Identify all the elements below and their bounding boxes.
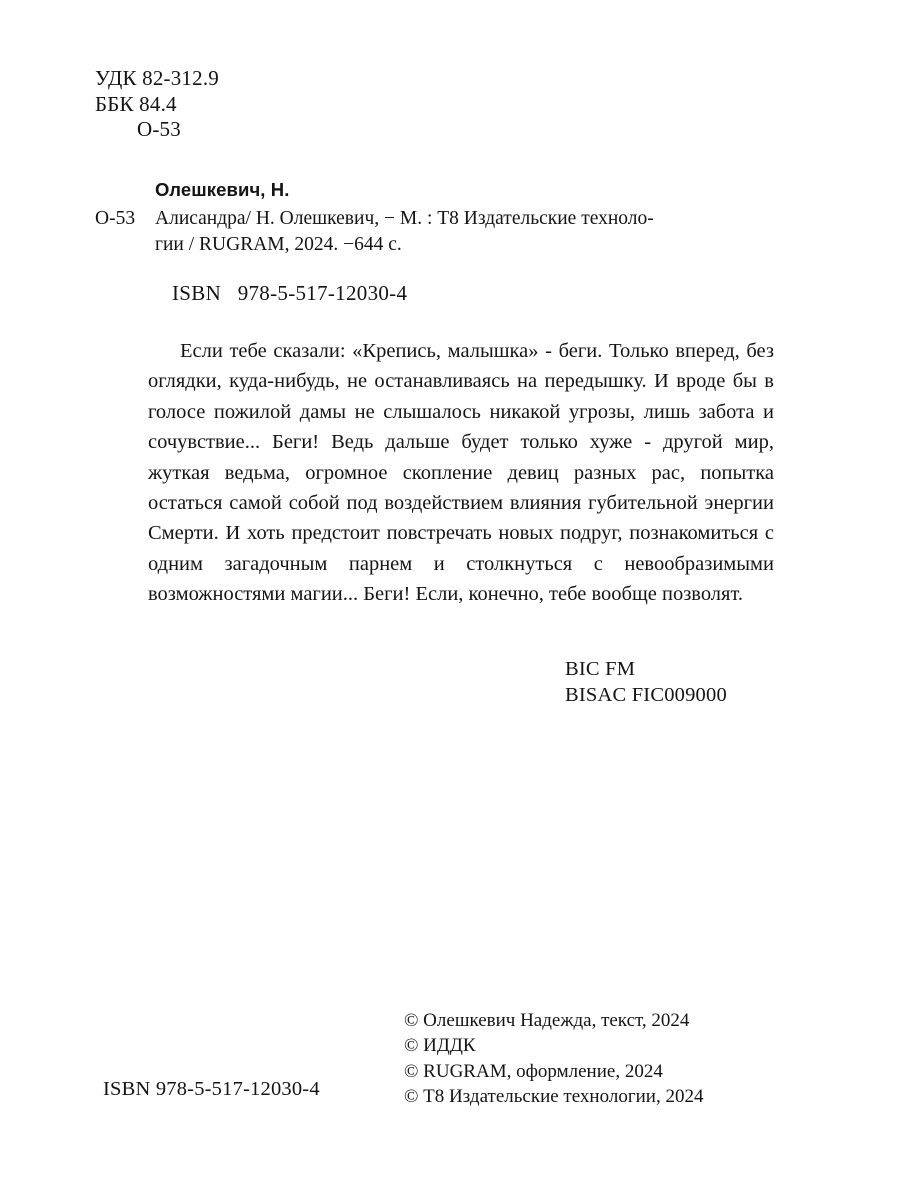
- biblio-description-line-2: гии / RUGRAM, 2024. −644 с.: [155, 233, 402, 255]
- bic-code: BIC FM: [565, 658, 636, 680]
- copyright-line-author: © Олешкевич Надежда, текст, 2024: [404, 1010, 690, 1031]
- book-annotation: Если тебе сказали: «Крепись, малышка» - беги. Только вперед, без оглядки, куда-нибудь, не останавливаясь на передышку. И вроде бы в голосе пожилой дамы не слышалось никакой угрозы, лишь забота и сочувствие... Беги! Ведь дальше будет только хуже - другой мир, жуткая ведьма, огромное скопление девиц разных рас, попытка остаться самой собой под воздействием влияния губительной энергии Смерти. И хоть предстоит повстречать новых подруг, познакомиться с одним загадочным парнем и столкнуться с невообразимыми возможностями магии... Беги! Если, конечно, тебе вообще позволят.: [148, 340, 774, 606]
- biblio-author-name: Олешкевич, Н.: [155, 179, 290, 200]
- isbn-footer: ISBN 978-5-517-12030-4: [103, 1078, 320, 1100]
- copyright-line-rugram: © RUGRAM, оформление, 2024: [404, 1060, 663, 1082]
- copyright-line-t8: © Т8 Издательские технологии, 2024: [404, 1085, 704, 1107]
- biblio-shelf-code: О-53: [95, 208, 136, 229]
- bibliographic-record: [95, 178, 775, 257]
- classification-codes: [95, 66, 219, 143]
- author-sign-code: О-53: [137, 117, 181, 141]
- bisac-code: BISAC FIC009000: [565, 684, 727, 706]
- biblio-description-line-1: Алисандра/ Н. Олешкевич, − М. : Т8 Издательские техноло-: [155, 208, 654, 229]
- biblio-description-text: [95, 206, 775, 257]
- subject-codes: [565, 656, 727, 708]
- udk-code: УДК 82-312.9: [95, 66, 219, 90]
- copyright-line-iddk: © ИДДК: [404, 1035, 476, 1057]
- biblio-description: [95, 206, 775, 257]
- bbk-code: ББК 84.4: [95, 91, 177, 116]
- isbn-primary: ISBN 978-5-517-12030-4: [172, 281, 408, 305]
- copyright-notices: [404, 1008, 703, 1109]
